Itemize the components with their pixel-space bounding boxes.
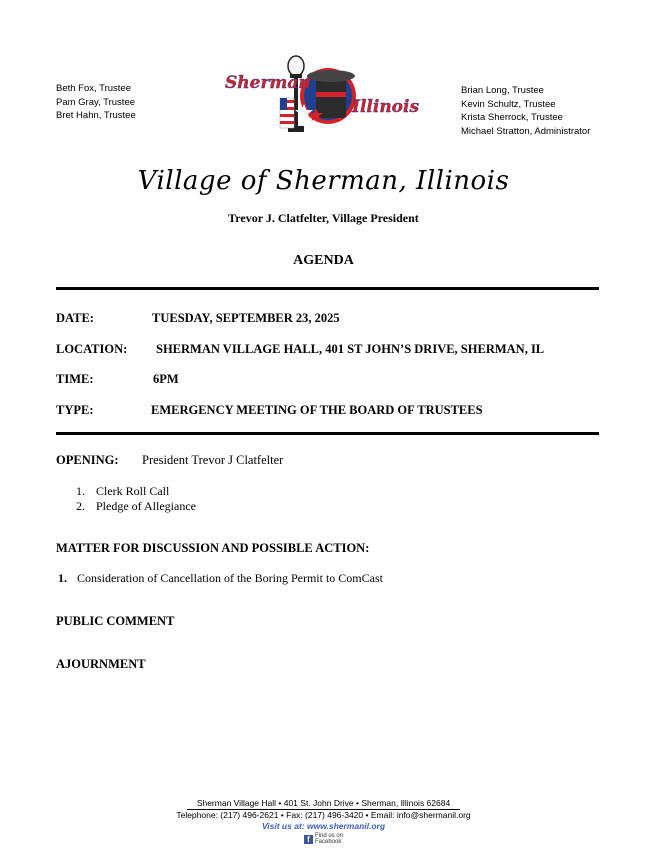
list-item: 2. Pledge of Allegiance [76,499,196,513]
type-value: EMERGENCY MEETING OF THE BOARD OF TRUSTEES [151,403,483,417]
footer [0,798,647,845]
village-logo [222,52,422,134]
footer-website-link[interactable]: Visit us at: www.shermanil.org [261,821,386,831]
time-label: TIME: [56,372,94,386]
adjournment-heading: AJOURNMENT [56,657,146,671]
date-label: DATE: [56,311,94,325]
trustee-name: Krista Sherrock, Trustee [461,112,563,123]
village-title: Village of Sherman, Illinois [137,166,510,196]
matters-heading: MATTER FOR DISCUSSION AND POSSIBLE ACTION: [56,541,370,555]
location-value: SHERMAN VILLAGE HALL, 401 ST JOHN’S DRIVE, SHERMAN, IL [156,342,545,356]
public-comment-heading: PUBLIC COMMENT [56,614,175,628]
president-line: Trevor J. Clatfelter, Village President [228,211,419,225]
location-label: LOCATION: [56,342,128,356]
footer-address: Sherman Village Hall • 401 St. John Drive • Sherman, Illinois 62684 [187,798,460,810]
logo-word-illinois: Illinois [352,97,420,117]
type-label: TYPE: [56,403,94,417]
time-value: 6PM [153,372,179,386]
footer-contact: Telephone: (217) 496-2621 • Fax: (217) 496-3420 • Email: info@shermanil.org [176,810,471,820]
trustees-left [56,82,136,123]
facebook-link[interactable]: f Find us on Facebook [304,833,343,845]
trustees-right [461,84,590,138]
date-value: TUESDAY, SEPTEMBER 23, 2025 [152,311,340,325]
list-item: 1. Clerk Roll Call [76,484,170,498]
opening-list [76,484,196,514]
administrator-name: Michael Stratton, Administrator [461,125,591,137]
opening-value: President Trevor J Clatfelter [142,453,284,467]
trustee-name: Bret Hahn, Trustee [56,110,136,121]
logo-word-sherman: Sherman [225,73,311,93]
opening-row [56,453,284,468]
divider [56,287,599,290]
agenda-heading: AGENDA [293,253,354,268]
trustee-name: Kevin Schultz, Trustee [461,98,556,110]
divider [56,432,599,435]
facebook-icon: f [304,835,313,844]
opening-label: OPENING: [56,453,119,467]
list-item: 1. Consideration of Cancellation of the Boring Permit to ComCast [58,571,383,585]
trustee-name: Beth Fox, Trustee [56,83,131,94]
trustee-name: Pam Gray, Trustee [56,96,136,108]
trustee-name: Brian Long, Trustee [461,85,544,96]
